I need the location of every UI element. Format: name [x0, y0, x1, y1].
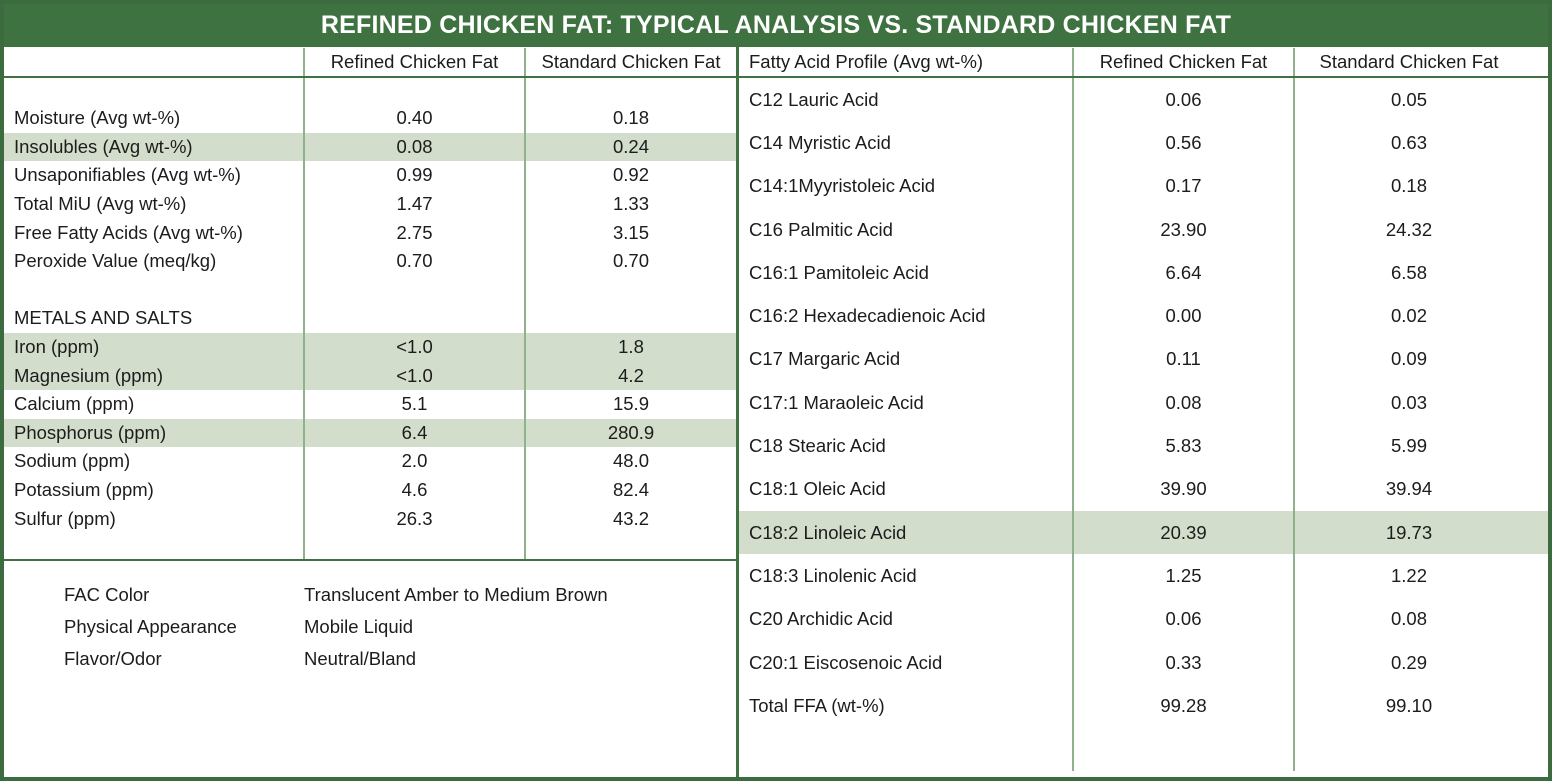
left-spacer-bottom-v2: [524, 533, 736, 559]
table-row: [4, 390, 736, 419]
row-value-refined: 0.08: [303, 133, 524, 162]
left-table-pane: [4, 47, 739, 777]
row-label: C16:2 Hexadecadienoic Acid: [749, 305, 986, 327]
row-label: Unsaponifiables (Avg wt-%): [14, 164, 241, 186]
row-value-refined: 26.3: [303, 504, 524, 533]
table-row: [739, 208, 1548, 251]
row-value-refined: 0.00: [1072, 294, 1293, 337]
row-label: Moisture (Avg wt-%): [14, 107, 181, 129]
table-row: [739, 468, 1548, 511]
table-row: [739, 554, 1548, 597]
row-value-standard: 0.70: [524, 247, 736, 276]
row-label: C18:1 Oleic Acid: [749, 478, 886, 500]
row-value-refined: 6.64: [1072, 251, 1293, 294]
row-value-standard: 19.73: [1293, 511, 1523, 554]
row-value-refined: [303, 276, 524, 305]
right-spacer-v2: [1293, 727, 1523, 770]
row-label: Potassium (ppm): [14, 479, 154, 501]
table-row: [739, 338, 1548, 381]
section-heading-row: [4, 304, 736, 333]
row-value-standard: 0.03: [1293, 381, 1523, 424]
product-notes: [4, 561, 736, 777]
row-value-standard: 0.09: [1293, 338, 1523, 381]
row-value-refined: 2.0: [303, 447, 524, 476]
table-row: [739, 641, 1548, 684]
note-row: [4, 643, 736, 675]
row-label: C17 Margaric Acid: [749, 348, 901, 370]
row-label: C16 Palmitic Acid: [749, 218, 893, 240]
right-table-pane: [739, 47, 1548, 777]
row-label: C20 Archidic Acid: [749, 608, 893, 630]
left-spacer-row-bottom: [4, 533, 736, 559]
left-spacer-v2: [524, 78, 736, 104]
row-label: Iron (ppm): [14, 336, 100, 358]
section-heading-label: METALS AND SALTS: [14, 307, 193, 329]
row-value-refined: 0.56: [1072, 121, 1293, 164]
row-value-standard: 0.29: [1293, 641, 1523, 684]
note-value: Neutral/Bland: [304, 647, 417, 669]
left-spacer-bottom-label: [4, 533, 303, 559]
row-value-refined: 5.83: [1072, 424, 1293, 467]
table-row: [739, 598, 1548, 641]
table-row: [739, 165, 1548, 208]
row-label: C12 Lauric Acid: [749, 88, 879, 110]
row-value-standard: 39.94: [1293, 468, 1523, 511]
row-value-standard: 15.9: [524, 390, 736, 419]
row-value-refined: 0.99: [303, 161, 524, 190]
right-header-profile: Fatty Acid Profile (Avg wt-%): [749, 50, 984, 72]
row-label: Sodium (ppm): [14, 450, 131, 472]
note-label: FAC Color: [64, 583, 150, 605]
row-value-standard: 43.2: [524, 504, 736, 533]
table-row: [4, 190, 736, 219]
note-label: Physical Appearance: [64, 615, 237, 637]
table-row: [4, 276, 736, 305]
row-value-refined: 0.06: [1072, 78, 1293, 121]
row-value-standard: 1.8: [524, 333, 736, 362]
section-heading-v2: [524, 304, 736, 333]
table-row: [4, 104, 736, 133]
row-value-refined: 1.25: [1072, 554, 1293, 597]
right-header-row: [739, 47, 1548, 78]
row-value-refined: 39.90: [1072, 468, 1293, 511]
row-label: Total FFA (wt-%): [749, 694, 885, 716]
row-value-refined: 0.33: [1072, 641, 1293, 684]
row-value-standard: 280.9: [524, 419, 736, 448]
left-spacer-bottom-v1: [303, 533, 524, 559]
right-spacer-v1: [1072, 727, 1293, 770]
row-value-refined: 0.70: [303, 247, 524, 276]
note-value: Translucent Amber to Medium Brown: [304, 583, 608, 605]
row-value-refined: <1.0: [303, 361, 524, 390]
row-value-standard: 82.4: [524, 476, 736, 505]
row-label: C16:1 Pamitoleic Acid: [749, 261, 929, 283]
row-label: Calcium (ppm): [14, 393, 135, 415]
row-label: Sulfur (ppm): [14, 507, 116, 529]
row-value-refined: 4.6: [303, 476, 524, 505]
row-value-standard: 1.22: [1293, 554, 1523, 597]
row-value-standard: 0.63: [1293, 121, 1523, 164]
row-value-standard: [524, 276, 736, 305]
table-row: [4, 247, 736, 276]
right-header-standard: Standard Chicken Fat: [1293, 48, 1523, 76]
right-data-rows: [739, 78, 1548, 777]
note-label: Flavor/Odor: [64, 647, 162, 669]
row-value-standard: 0.05: [1293, 78, 1523, 121]
table-row: [739, 684, 1548, 727]
right-header-refined: Refined Chicken Fat: [1072, 48, 1293, 76]
row-value-standard: 0.24: [524, 133, 736, 162]
row-value-standard: 0.18: [524, 104, 736, 133]
table-row: [739, 251, 1548, 294]
row-label: C18:3 Linolenic Acid: [749, 564, 917, 586]
row-label: C18:2 Linoleic Acid: [749, 521, 907, 543]
page-title: REFINED CHICKEN FAT: TYPICAL ANALYSIS VS. STANDARD CHICKEN FAT: [4, 4, 1548, 47]
left-spacer-row: [4, 78, 736, 104]
row-value-refined: 1.47: [303, 190, 524, 219]
row-value-refined: 0.06: [1072, 598, 1293, 641]
row-value-refined: 99.28: [1072, 684, 1293, 727]
row-label: C17:1 Maraoleic Acid: [749, 391, 924, 413]
section-heading-v1: [303, 304, 524, 333]
table-row: [4, 161, 736, 190]
left-data-rows: [4, 78, 736, 561]
left-header-row: [4, 47, 736, 78]
row-value-standard: 0.92: [524, 161, 736, 190]
row-label: C18 Stearic Acid: [749, 435, 886, 457]
row-label: Free Fatty Acids (Avg wt-%): [14, 221, 243, 243]
table-row: [4, 133, 736, 162]
table-row: [4, 361, 736, 390]
left-header-standard: Standard Chicken Fat: [524, 48, 736, 76]
row-value-standard: 3.15: [524, 218, 736, 247]
row-value-refined: 0.17: [1072, 165, 1293, 208]
row-value-standard: 4.2: [524, 361, 736, 390]
row-value-standard: 1.33: [524, 190, 736, 219]
row-value-standard: 48.0: [524, 447, 736, 476]
row-value-refined: 0.08: [1072, 381, 1293, 424]
row-value-refined: 0.40: [303, 104, 524, 133]
row-label: Total MiU (Avg wt-%): [14, 193, 187, 215]
row-value-standard: 5.99: [1293, 424, 1523, 467]
row-label: [4, 276, 303, 305]
table-row: [739, 424, 1548, 467]
row-label: C20:1 Eiscosenoic Acid: [749, 651, 943, 673]
row-label: Insolubles (Avg wt-%): [14, 135, 193, 157]
row-label: Magnesium (ppm): [14, 364, 164, 386]
note-row: [4, 611, 736, 643]
left-header-refined: Refined Chicken Fat: [303, 48, 524, 76]
table-row: [4, 504, 736, 533]
table-row: [4, 476, 736, 505]
row-value-standard: 0.08: [1293, 598, 1523, 641]
row-value-standard: 6.58: [1293, 251, 1523, 294]
table-row: [739, 381, 1548, 424]
table-row: [4, 218, 736, 247]
row-label: C14 Myristic Acid: [749, 131, 891, 153]
table-row: [739, 294, 1548, 337]
table-row: [4, 447, 736, 476]
row-value-refined: 2.75: [303, 218, 524, 247]
row-value-refined: 6.4: [303, 419, 524, 448]
table-row: [739, 511, 1548, 554]
table-row: [739, 121, 1548, 164]
row-value-refined: <1.0: [303, 333, 524, 362]
right-spacer-row: [739, 727, 1548, 770]
table-row: [4, 419, 736, 448]
left-spacer-label: [4, 78, 303, 104]
right-spacer-label: [739, 727, 1072, 770]
row-label: C14:1Myyristoleic Acid: [749, 175, 936, 197]
table-row: [739, 78, 1548, 121]
row-value-standard: 0.18: [1293, 165, 1523, 208]
row-value-standard: 24.32: [1293, 208, 1523, 251]
row-value-standard: 99.10: [1293, 684, 1523, 727]
table-body: [4, 47, 1548, 777]
note-value: Mobile Liquid: [304, 615, 414, 637]
row-label: Peroxide Value (meq/kg): [14, 250, 217, 272]
row-value-refined: 0.11: [1072, 338, 1293, 381]
row-label: Phosphorus (ppm): [14, 421, 167, 443]
table-row: [4, 333, 736, 362]
row-value-standard: 0.02: [1293, 294, 1523, 337]
row-value-refined: 20.39: [1072, 511, 1293, 554]
note-row: [4, 579, 736, 611]
left-spacer-v1: [303, 78, 524, 104]
row-value-refined: 23.90: [1072, 208, 1293, 251]
row-value-refined: 5.1: [303, 390, 524, 419]
